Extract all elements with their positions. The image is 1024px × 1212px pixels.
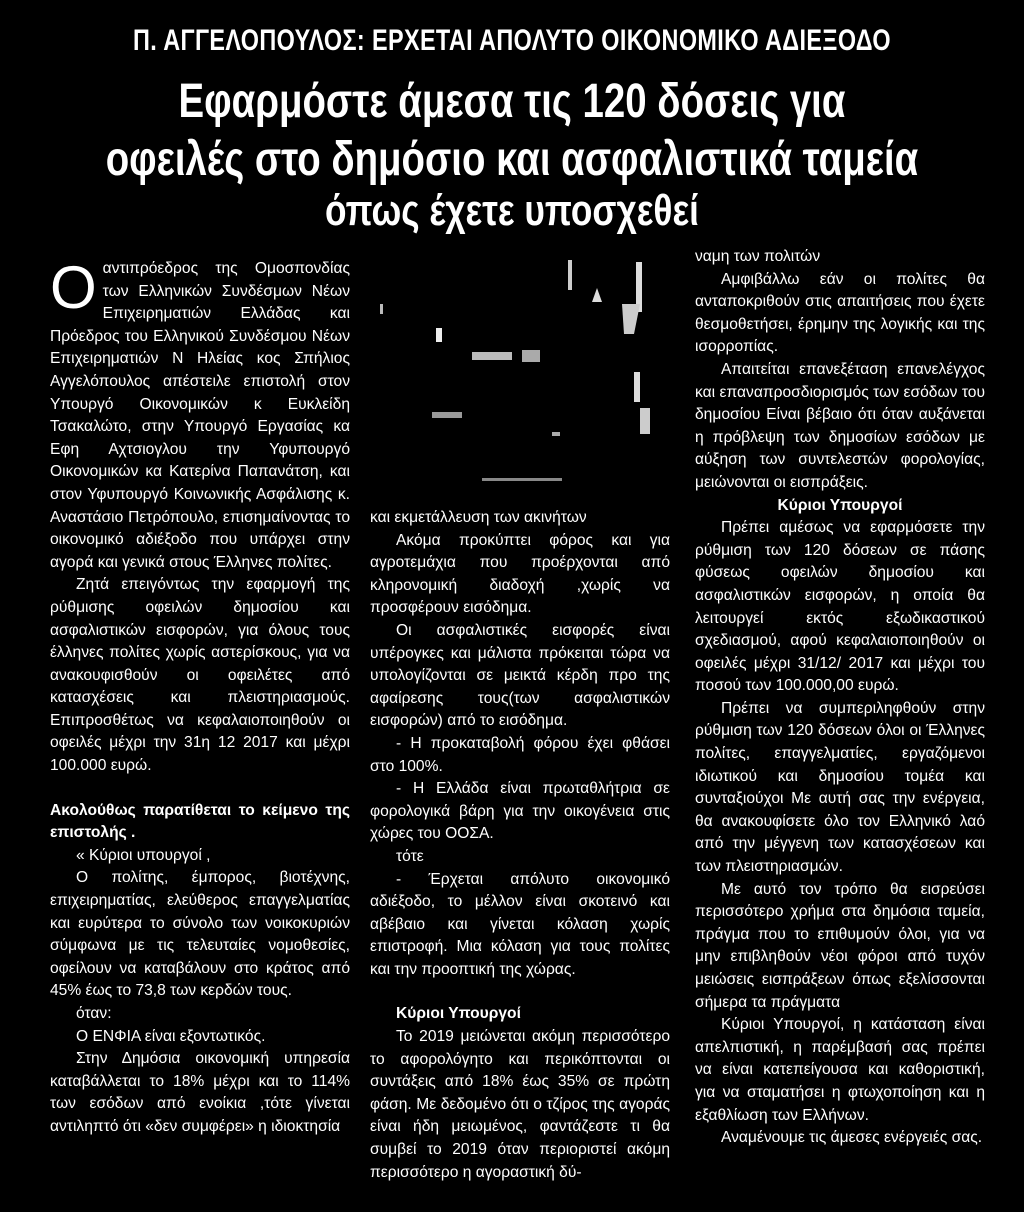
paragraph: Ο ΕΝΦΙΑ είναι εξοντωτικός. [76, 1027, 266, 1045]
lead-text: αντιπρόεδρος της Ομοσπονδίας των Ελληνικών Συνδέσμων Νέων Επιχειρηματιών Ελλάδας και Πρόεδρος του Ελληνικού Συνδέσμου Νέων Επιχειρηματιών Ν Ηλείας κος Σπήλιος Αγγελόπουλος απέστειλε επιστολή στον Υπουργό Οικονομικών κ Ευκλείδη Τσακαλώτο, στην Υπουργό Εργασίας κα Εφη Αχτσιογλου την Υφυπουργό Οικονομικών κα Κατερίνα Παπανάτση, και στον Υφυπουργό Κοινωνικής Ασφάλισης κ. Αναστάσιο Πετρόπουλο, επισημαίνοντας το οικονομικό αδιέξοδο που υπάρχει στην αγορά και γενικά στους Έλληνες πολίτες. [50, 260, 350, 571]
subheading: Κύριοι Υπουργοί [396, 1005, 521, 1023]
lead-paragraph [50, 254, 350, 574]
headline-line-2: οφειλές στο δημόσιο και ασφαλιστικά ταμεία [105, 133, 919, 186]
article-photo [372, 252, 668, 492]
paragraph: Πρέπει αμέσως να εφαρμόσετε την ρύθμιση των 120 δόσεων σε πάσης φύσεως οφειλών δημοσίου και ασφαλιστικών εισφορών, η οποία θα λειτουργεί εκτός εξωδικαστικού σχεδιασμού, αφού κεφαλαιοποιηθούν οι οφειλές μέχρι 31/12/ 2017 και μέχρι του ποσού των 100.000,00 ευρώ. [695, 519, 985, 695]
drop-cap: Ο [50, 254, 97, 321]
paragraph: « Κύριοι υπουργοί , [76, 846, 211, 864]
paragraph: Απαιτείται επανεξέταση επανελέγχος και επαναπροσδιορισμός των εσόδων του δημοσίου Είναι βέβαιο ότι όταν αυξάνεται η πρόβλεψη των δημοσίων εσόδων με αύξηση των συντελεστών φορολογίας, μειώνονται οι εισπράξεις. [695, 360, 985, 491]
paragraph: Πρέπει να συμπεριληφθούν στην ρύθμιση των 120 δόσεων όλοι οι Έλληνες πολίτες, επαγγελματίες, εργαζόμενοι ιδιωτικού και δημοσίου τομέα και συνταξιούχοι Με αυτή σας την ενέργεια, θα ανακουφίσετε όλο τον Ελληνικό λαό από την μέγγενη των κατασχέσεων και των πλειστηριασμών. [695, 699, 985, 876]
paragraph: τότε [396, 847, 424, 865]
paragraph: Κύριοι Υπουργοί, η κατάσταση είναι απελπιστική, η παρέμβασή σας πρέπει να είναι κατεπείγουσα και καθοριστική, για να σταματήσει η φτωχοποίηση και η εξαθλίωση των Ελλήνων. [695, 1016, 985, 1124]
paragraph: - Η Ελλάδα είναι πρωταθλήτρια σε φορολογικά βάρη για την οικογένεια στις χώρες του ΟΟΣΑ. [370, 780, 670, 843]
paragraph: Το 2019 μειώνεται ακόμη περισσότερο το αφορολόγητο και περικόπτονται οι συντάξεις από 18% έως 35% σε πρώτη φάση. Με δεδομένο ότι ο τζίρος της αγοράς είναι ήδη μειωμένος, φαντάζεστε τι θα συμβεί το 2019 όταν περιοριστεί ακόμη περισσότερο η αγοραστική δύ- [370, 1028, 670, 1181]
column-1 [50, 254, 350, 1139]
headline-line-3: όπως έχετε υποσχεθεί [325, 186, 699, 235]
paragraph: όταν: [76, 1005, 112, 1022]
paragraph: ναμη των πολιτών [695, 248, 821, 265]
article-kicker: Π. ΑΓΓΕΛΟΠΟΥΛΟΣ: ΕΡΧΕΤΑΙ ΑΠΟΛΥΤΟ ΟΙΚΟΝΟΜΙΚΟ ΑΔΙΕΞΟΔΟ [133, 24, 891, 57]
photo-graphic [372, 252, 668, 492]
paragraph: Ζητά επειγόντως την εφαρμογή της ρύθμισης οφειλών δημοσίου και ασφαλιστικών εισφορών, για όλους τους έλληνες πολίτες χωρίς αστερίσκους, για να ανακουφισθούν οι οφειλέτες από κατασχέσεις και πλειστηριασμούς. Επιπροσθέτως να κεφαλαιοποιηθούν οι οφειλές μέχρι την 31η 12 2017 και μέχρι 100.000 ευρώ. [50, 576, 350, 775]
paragraph: Ακόμα προκύπτει φόρος και για αγροτεμάχια που προέρχονται από κληρονομική διαδοχή ,χωρίς να προσφέρουν εισόδημα. [370, 531, 670, 617]
paragraph: Με αυτό τον τρόπο θα εισρεύσει περισσότερο χρήμα στα δημόσια ταμεία, πράγμα που το επιθυμούν όλοι, για να μην επιβληθούν νέοι φόροι από τυχόν μειώσεις εισπράξεων όπως εξελίσσονται σήμερα τα πράγματα [695, 880, 985, 1011]
paragraph: και εκμετάλλευση των ακινήτων [370, 509, 587, 526]
subheading: Ακολούθως παρατίθεται το κείμενο της επιστολής . [50, 801, 350, 842]
headline-line-1: Εφαρμόστε άμεσα τις 120 δόσεις για [178, 75, 846, 128]
paragraph: Αμφιβάλλω εάν οι πολίτες θα ανταποκριθούν στις απαιτήσεις που έχετε θεσμοθετήσει, έρημην της λογικής και της ισορροπίας. [695, 270, 985, 356]
paragraph: Αναμένουμε τις άμεσες ενέργειές σας. [721, 1129, 983, 1147]
paragraph: - Έρχεται απόλυτο οικονομικό αδιέξοδο, το μέλλον είναι σκοτεινό και αβέβαιο και γίνεται κόλαση χωρίς επιστροφή. Μια κόλαση για τους πολίτες και την προοπτική της χώρας. [370, 870, 670, 978]
column-3 [695, 246, 985, 1150]
column-2 [370, 507, 670, 1184]
paragraph: Ο πολίτης, έμπορος, βιοτέχνης, επιχειρηματίας, ελεύθερος επαγγελματίας και ευρύτερα το σύνολο των νοικοκυριών σύμφωνα με τις τελευταίες νομοθεσίες, οφείλουν να καταβάλουν στο κράτος από 45% έως το 73,8 των κερδών τους. [50, 869, 350, 1000]
paragraph: - Η προκαταβολή φόρου έχει φθάσει στο 100%. [370, 734, 670, 775]
subheading: Κύριοι Υπουργοί [777, 496, 903, 514]
paragraph: Οι ασφαλιστικές εισφορές είναι υπέρογκες και μάλιστα πρόκειται τώρα να υπολογίζονται σε μεικτά κέρδη προ της αφαίρεσης τους(των ασφαλιστικών εισφορών) από το εισόδημα. [370, 621, 670, 730]
paragraph: Στην Δημόσια οικονομική υπηρεσία καταβάλλεται το 18% μέχρι και το 114% των εσόδων από ενοίκια ,τότε γίνεται αντιληπτό ότι «δεν συμφέρει» η ιδιοκτησία [50, 1050, 350, 1135]
